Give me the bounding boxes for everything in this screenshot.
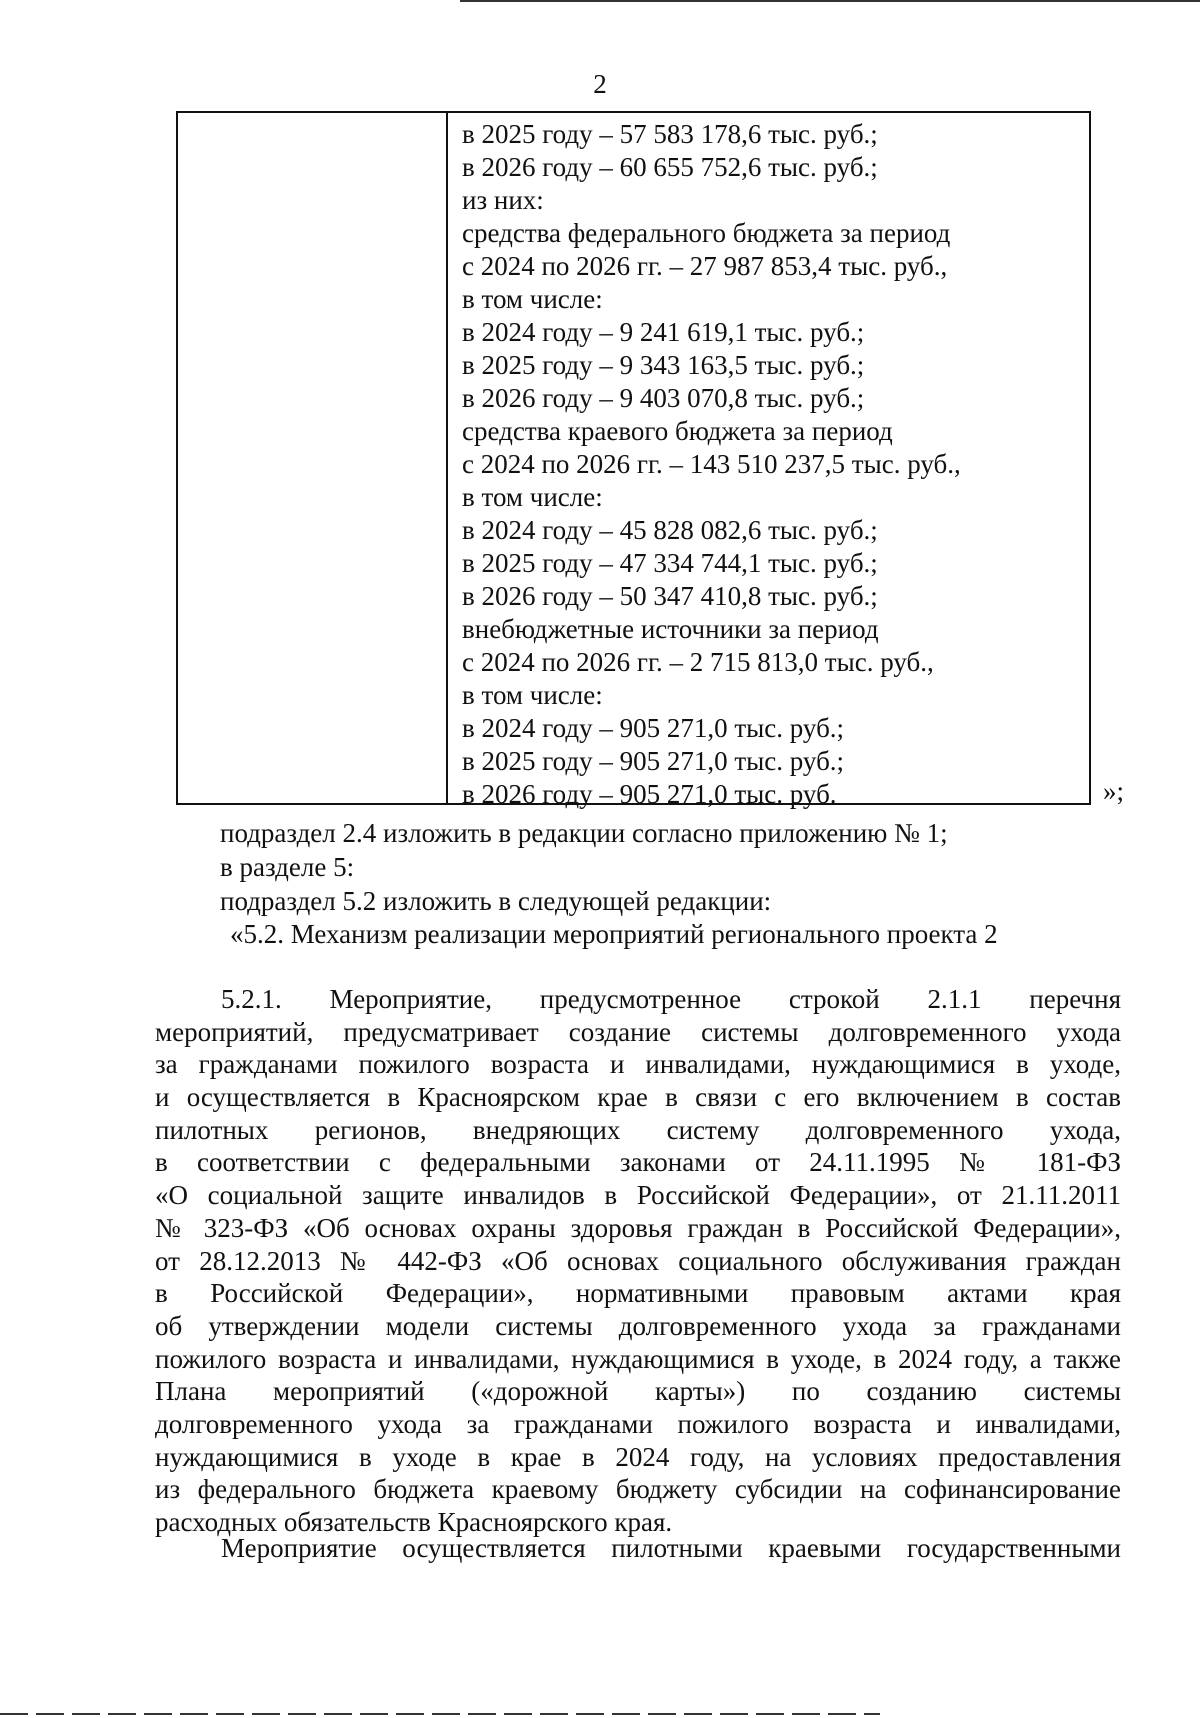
scan-border-bottom: [0, 1713, 880, 1715]
paragraph-5-2-1: [155, 983, 1121, 1539]
instruction-line: подраздел 2.4 изложить в редакции согласно приложению № 1;: [220, 818, 948, 848]
table-left-cell: [178, 113, 448, 803]
paragraph-line: долговременного ухода за гражданами пожилого возраста и инвалидами,: [155, 1408, 1121, 1439]
table-line: из них:: [462, 185, 544, 215]
table-line: с 2024 по 2026 гг. – 27 987 853,4 тыс. руб.,: [462, 251, 948, 281]
paragraph-line: в соответствии с федеральными законами от 24.11.1995 № 181-ФЗ: [155, 1147, 1121, 1178]
paragraph-line: Плана мероприятий («дорожной карты») по созданию системы: [155, 1376, 1121, 1407]
table-line: в 2026 году – 9 403 070,8 тыс. руб.;: [462, 383, 865, 413]
table-line: в 2026 году – 905 271,0 тыс. руб.: [462, 779, 837, 809]
paragraph-line: «О социальной защите инвалидов в Российской Федерации», от 21.11.2011: [155, 1180, 1121, 1211]
paragraph-line: в Российской Федерации», нормативными правовым актами края: [155, 1278, 1121, 1309]
paragraph-line: 5.2.1. Мероприятие, предусмотренное строкой 2.1.1 перечня: [221, 984, 1121, 1014]
paragraph-line: об утверждении модели системы долговременного ухода за гражданами: [155, 1310, 1121, 1341]
funding-table: [176, 111, 1091, 809]
paragraph-line: расходных обязательств Красноярского края.: [155, 1507, 673, 1537]
table-line: в 2024 году – 9 241 619,1 тыс. руб.;: [462, 317, 865, 347]
table-line: средства краевого бюджета за период: [462, 416, 893, 446]
table-line: в том числе:: [462, 482, 603, 512]
table-line: с 2024 по 2026 гг. – 2 715 813,0 тыс. руб.,: [462, 647, 934, 677]
instruction-line: подраздел 5.2 изложить в следующей редакции:: [220, 886, 772, 916]
table-line: в 2026 году – 60 655 752,6 тыс. руб.;: [462, 152, 878, 182]
paragraph-line: за гражданами пожилого возраста и инвалидами, нуждающимися в уходе,: [155, 1049, 1121, 1080]
paragraph-line: и осуществляется в Красноярском крае в связи с его включением в состав: [155, 1082, 1121, 1113]
paragraph-2-line: Мероприятие осуществляется пилотными краевыми государственными: [221, 1533, 1121, 1563]
table-line: в 2026 году – 50 347 410,8 тыс. руб.;: [462, 581, 878, 611]
page-number: 2: [593, 69, 607, 99]
paragraph-line: нуждающимися в уходе в крае в 2024 году, на условиях предоставления: [155, 1441, 1121, 1472]
paragraph-line: мероприятий, предусматривает создание системы долговременного ухода: [155, 1016, 1121, 1047]
table-line: в 2025 году – 47 334 744,1 тыс. руб.;: [462, 548, 878, 578]
table-line: в том числе:: [462, 284, 603, 314]
paragraph-line: пожилого возраста и инвалидами, нуждающимися в уходе, в 2024 году, а также: [155, 1343, 1121, 1374]
section-heading: «5.2. Механизм реализации мероприятий регионального проекта 2: [230, 919, 998, 949]
table-line: в 2025 году – 905 271,0 тыс. руб.;: [462, 746, 845, 776]
table-line: в 2025 году – 9 343 163,5 тыс. руб.;: [462, 350, 865, 380]
paragraph-line: из федерального бюджета краевому бюджету субсидии на софинансирование: [155, 1474, 1121, 1505]
instruction-line: в разделе 5:: [220, 852, 355, 882]
paragraph-line: № 323-ФЗ «Об основах охраны здоровья граждан в Российской Федерации»,: [155, 1212, 1121, 1243]
table-right-cell: [450, 113, 1089, 811]
scan-border-top: [460, 0, 1200, 2]
table-line: в 2025 году – 57 583 178,6 тыс. руб.;: [462, 119, 878, 149]
table-line: средства федерального бюджета за период: [462, 218, 951, 248]
paragraph-line: от 28.12.2013 № 442-ФЗ «Об основах социального обслуживания граждан: [155, 1245, 1121, 1276]
table-line: внебюджетные источники за период: [462, 614, 879, 644]
paragraph-line: пилотных регионов, внедряющих систему долговременного ухода,: [155, 1114, 1121, 1145]
table-line: в 2024 году – 905 271,0 тыс. руб.;: [462, 713, 845, 743]
table-line: с 2024 по 2026 гг. – 143 510 237,5 тыс. руб.,: [462, 449, 961, 479]
table-line: в том числе:: [462, 680, 603, 710]
table-line: в 2024 году – 45 828 082,6 тыс. руб.;: [462, 515, 878, 545]
closing-quote: »;: [1103, 776, 1125, 806]
